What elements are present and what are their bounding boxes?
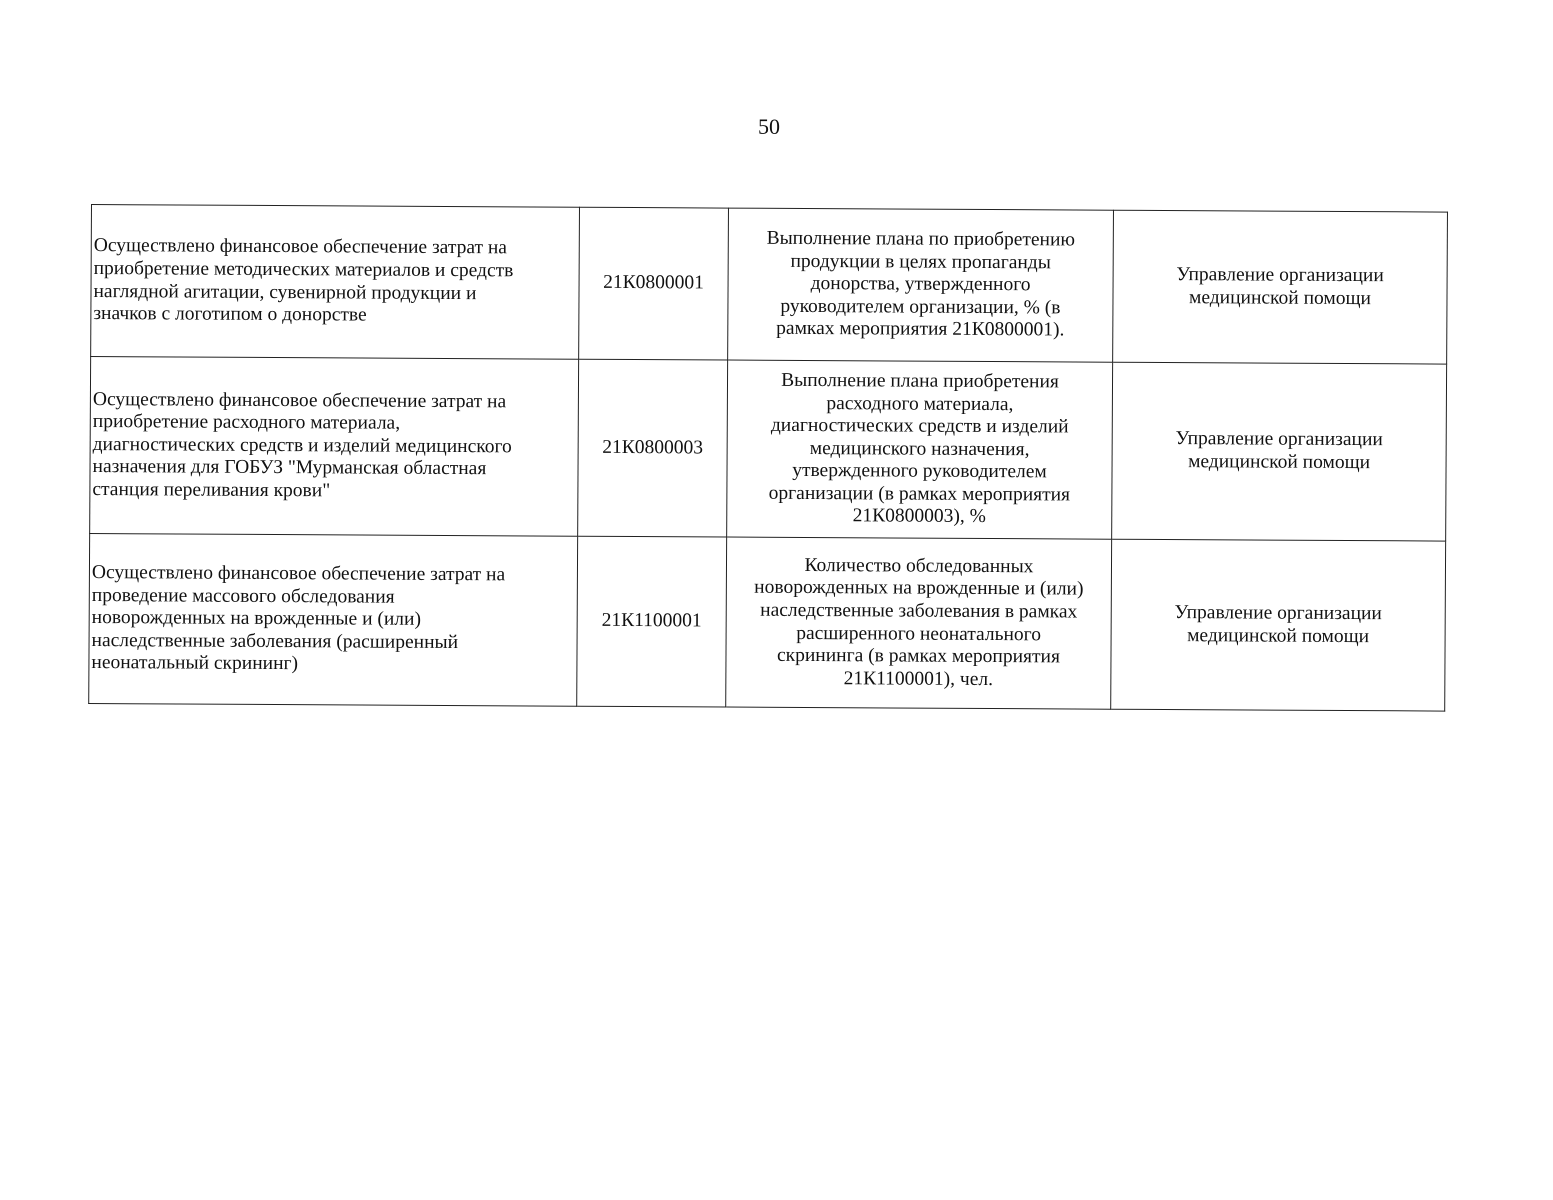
activities-table	[88, 204, 1448, 712]
indicator-cell: Количество обследованных новорожденных на врожденные и (или) наследственные заболевания в рамках расширенного неонатального скрининга (в рамках мероприятия 21К1100001), чел.	[726, 537, 1112, 709]
activity-description-cell: Осуществлено финансовое обеспечение затрат на приобретение методических материалов и средств наглядной агитации, сувенирной продукции и значков с логотипом о донорстве	[91, 205, 580, 360]
responsible-department-cell: Управление организации медицинской помощи	[1113, 210, 1448, 364]
indicator-cell: Выполнение плана приобретения расходного материала, диагностических средств и изделий медицинского назначения, утвержденного руководителем организации (в рамках мероприятия 21К0800003), %	[727, 360, 1113, 539]
activity-code-cell: 21К0800003	[578, 359, 728, 537]
activity-description-cell: Осуществлено финансовое обеспечение затрат на приобретение расходного материала, диагностических средств и изделий медицинского назначения для ГОБУЗ "Мурманская областная станция переливания крови"	[90, 357, 579, 537]
table-row	[89, 533, 1446, 711]
activity-description-cell: Осуществлено финансовое обеспечение затрат на проведение массового обследования новорожденных на врожденные и (или) наследственные заболевания (расширенный неонатальный скрининг)	[89, 533, 578, 706]
responsible-department-cell: Управление организации медицинской помощи	[1111, 539, 1446, 711]
page-number: 50	[758, 114, 780, 139]
indicator-cell: Выполнение плана по приобретению продукции в целях пропаганды донорства, утвержденного руководителем организации, % (в рамках мероприятия 21К0800001).	[728, 208, 1114, 362]
table-row	[90, 357, 1447, 542]
activity-code-cell: 21К0800001	[579, 207, 729, 360]
responsible-department-cell: Управление организации медицинской помощи	[1112, 362, 1447, 541]
table-row	[91, 205, 1448, 365]
activity-code-cell: 21К1100001	[577, 536, 727, 707]
